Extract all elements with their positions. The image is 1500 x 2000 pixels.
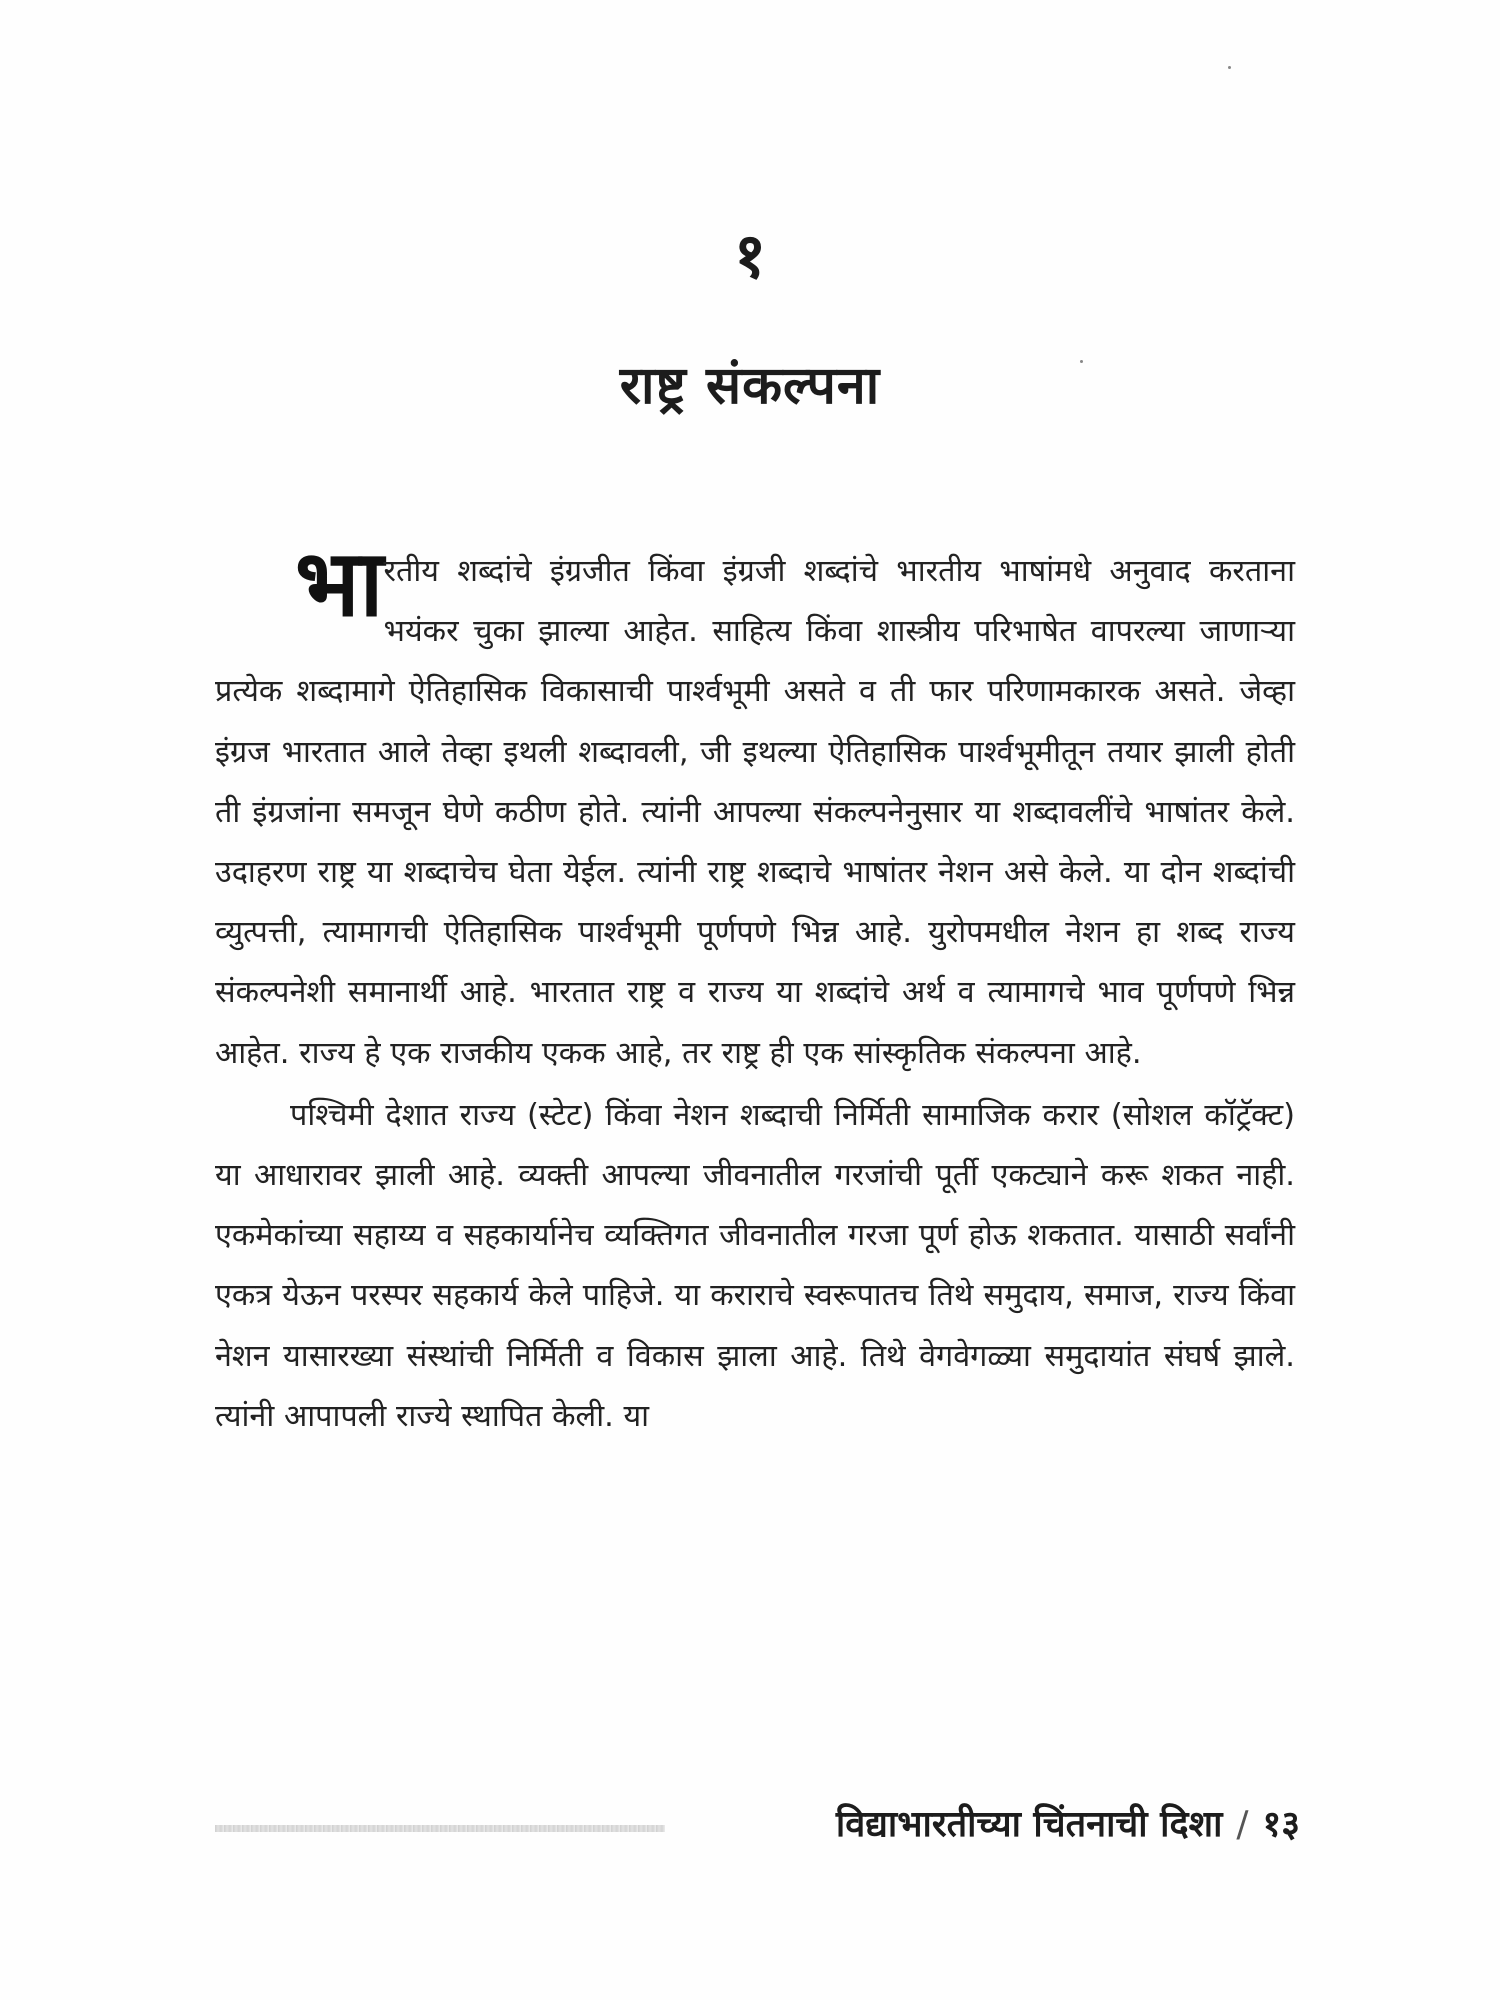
page-footer bbox=[0, 1795, 1500, 1855]
chapter-body bbox=[215, 530, 1295, 1447]
footer-separator: / bbox=[1236, 1804, 1249, 1845]
chapter-title: राष्ट्र संकल्पना bbox=[619, 356, 881, 416]
paragraph-1 bbox=[215, 530, 1295, 1084]
footer-rule bbox=[215, 1825, 665, 1832]
paragraph-1-text: रतीय शब्दांचे इंग्रजीत किंवा इंग्रजी शब्दांचे भारतीय भाषांमधे अनुवाद करताना भयंकर चुका झाल्या आहेत. साहित्य किंवा शास्त्रीय परिभाषेत वापरल्या जाणाऱ्या प्रत्येक शब्दामागे ऐतिहासिक विकासाची पार्श्वभूमी असते व ती फार परिणामकारक असते. जेव्हा इंग्रज भारतात आले तेव्हा इथली शब्दावली, जी इथल्या ऐतिहासिक पार्श्वभूमीतून तयार झाली होती ती इंग्रजांना समजून घेणे कठीण होते. त्यांनी आपल्या संकल्पनेनुसार या शब्दावलींचे भाषांतर केले. उदाहरण राष्ट्र या शब्दाचेच घेता येईल. त्यांनी राष्ट्र शब्दाचे भाषांतर नेशन असे केले. या दोन शब्दांची व्युत्पत्ती, त्यामागची ऐतिहासिक पार्श्वभूमी पूर्णपणे भिन्न आहे. युरोपमधील नेशन हा शब्द राज्य संकल्पनेशी समानार्थी आहे. भारतात राष्ट्र व राज्य या शब्दांचे अर्थ व त्यामागचे भाव पूर्णपणे भिन्न आहेत. राज्य हे एक राजकीय एकक आहे, तर राष्ट्र ही एक सांस्कृतिक संकल्पना आहे. bbox=[215, 554, 1295, 1071]
paper-speck bbox=[1228, 66, 1231, 69]
paragraph-2: पश्चिमी देशात राज्य (स्टेट) किंवा नेशन शब्दाची निर्मिती सामाजिक करार (सोशल कॉट्रॅक्ट) या आधारावर झाली आहे. व्यक्ती आपल्या जीवनातील गरजांची पूर्ती एकट्याने करू शकत नाही. एकमेकांच्या सहाय्य व सहकार्यानेच व्यक्तिगत जीवनातील गरजा पूर्ण होऊ शकतात. यासाठी सर्वांनी एकत्र येऊन परस्पर सहकार्य केले पाहिजे. या कराराचे स्वरूपातच तिथे समुदाय, समाज, राज्य किंवा नेशन यासारख्या संस्थांची निर्मिती व विकास झाला आहे. तिथे वेगवेगळ्या समुदायांत संघर्ष झाले. त्यांनी आपापली राज्ये स्थापित केली. या bbox=[215, 1097, 1295, 1434]
drop-cap: भा bbox=[295, 530, 384, 637]
book-title: विद्याभारतीच्या चिंतनाची दिशा bbox=[835, 1804, 1223, 1845]
page-number: १३ bbox=[1262, 1804, 1300, 1845]
chapter-number: १ bbox=[733, 219, 767, 292]
running-footer bbox=[836, 1795, 1300, 1855]
